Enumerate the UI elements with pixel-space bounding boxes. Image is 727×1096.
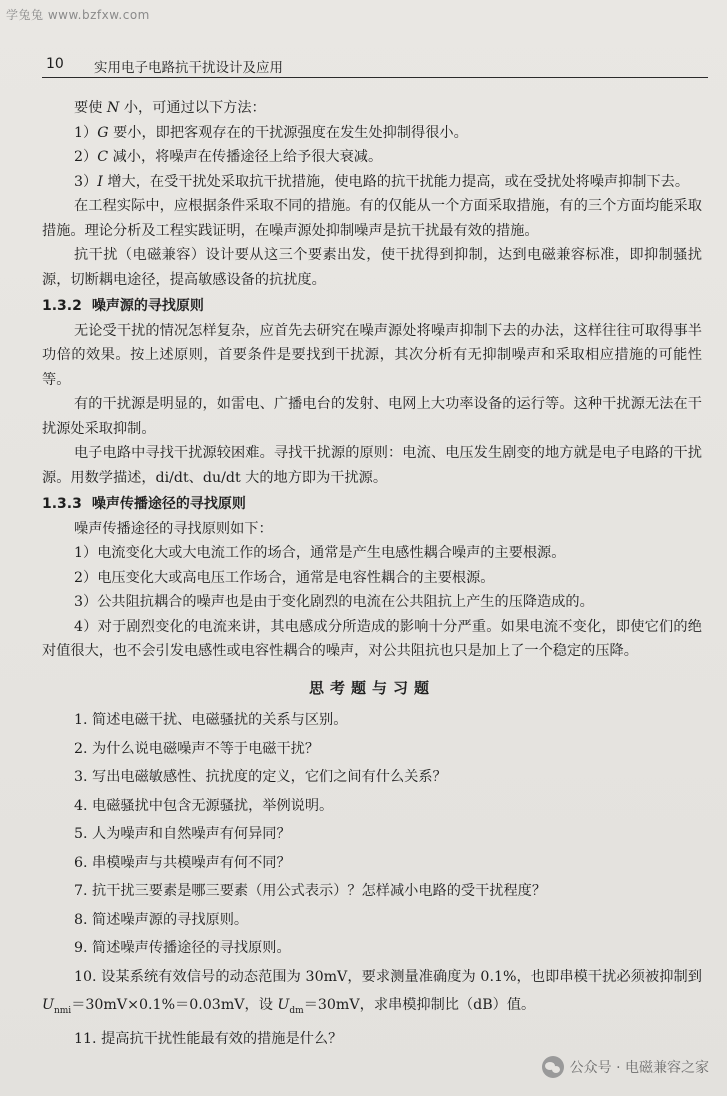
paragraph: 噪声传播途径的寻找原则如下： [74,520,273,537]
running-title: 实用电子电路抗干扰设计及应用 [94,60,283,76]
paragraph: 无论受干扰的情况怎样复杂，应首先去研究在噪声源处将噪声抑制下去的办法，这样往往可取得事半功倍的效果。按上述原则，首要条件是要找到干扰源，其次分析有无抑制噪声和采取相应措施的可能性等。 [42,322,702,388]
question: 6. 串模噪声与共模噪声有何不同？ [74,854,291,871]
question: 5. 人为噪声和自然噪声有何异同？ [74,826,291,842]
question: 1. 简述电磁干扰、电磁骚扰的关系与区别。 [74,712,348,728]
exercises-title: 思考题与习题 [308,678,435,697]
paragraph: 在工程实际中，应根据条件采取不同的措施。有的仅能从一个方面采取措施，有的三个方面均能采取措施。理论分析及工程实践证明，在噪声源处抑制噪声是抗干扰最有效的措施。 [42,198,702,239]
question: 2. 为什么说电磁噪声不等于电磁干扰？ [74,740,320,757]
page-content [42,96,702,1054]
list-item: 3）公共阻抗耦合的噪声也是由于变化剧烈的电流在公共阻抗上产生的压降造成的。 [74,594,594,610]
question: 3. 写出电磁敏感性、抗扰度的定义，它们之间有什么关系？ [74,769,447,785]
method-2: 2）C 减小，将噪声在传播途径上给予很大衰减。 [74,149,383,165]
question: 10. 设某系统有效信号的动态范围为 30mV，要求测量准确度为 0.1%，也即串模干扰必须被抑制到 $U_{nmi}=30mV\times 0.1\%=0.03mV$，设 $U_{dm}=30mV$，求串模抑制比（dB）值。 [42,968,702,1016]
wechat-watermark: 公众号 · 电磁兼容之家 [542,1056,709,1078]
section-heading: 1.3.2 噪声源的寻找原则 [42,298,204,314]
intro-line: 要使 N 小，可通过以下方法： [74,100,266,116]
paragraph: 电子电路中寻找干扰源较困难。寻找干扰源的原则：电流、电压发生剧变的地方就是电子电路的干扰源。用数学描述，di/dt、du/dt 大的地方即为干扰源。 [42,445,702,486]
question: 4. 电磁骚扰中包含无源骚扰，举例说明。 [74,797,334,814]
paragraph: 有的干扰源是明显的，如雷电、广播电台的发射、电网上大功率设备的运行等。这种干扰源无法在干扰源处采取抑制。 [42,396,702,437]
method-3: 3）I 增大，在受干扰处采取抗干扰措施，使电路的抗干扰能力提高，或在受扰处将噪声抑制下去。 [74,173,690,190]
page-header [42,56,708,78]
list-item: 1）电流变化大或大电流工作的场合，通常是产生电感性耦合噪声的主要根源。 [74,545,566,561]
method-1: 1）G 要小，即把客观存在的干扰源强度在发生处抑制得很小。 [74,124,468,141]
question: 7. 抗干扰三要素是哪三要素（用公式表示）？怎样减小电路的受干扰程度？ [74,883,547,899]
question: 11. 提高抗干扰性能最有效的措施是什么？ [74,1031,343,1048]
list-item: 4）对于剧烈变化的电流来讲，其电感成分所造成的影响十分严重。如果电流不变化，即使它们的绝对值很大，也不会引发电感性或电容性耦合的噪声，对公共阻抗也只是加上了一个稳定的压降。 [42,618,702,659]
wechat-icon [542,1056,564,1078]
question: 9. 简述噪声传播途径的寻找原则。 [74,940,291,956]
section-heading: 1.3.3 噪声传播途径的寻找原则 [42,496,246,512]
question: 8. 简述噪声源的寻找原则。 [74,911,249,928]
list-item: 2）电压变化大或高电压工作场合，通常是电容性耦合的主要根源。 [74,569,495,586]
paragraph: 抗干扰（电磁兼容）设计要从这三个要素出发，使干扰得到抑制，达到电磁兼容标准，即抑制骚扰源，切断耦电途径，提高敏感设备的抗扰度。 [42,247,702,288]
page-number: 10 [46,56,64,72]
site-watermark: 学兔兔 www.bzfxw.com [6,8,150,22]
